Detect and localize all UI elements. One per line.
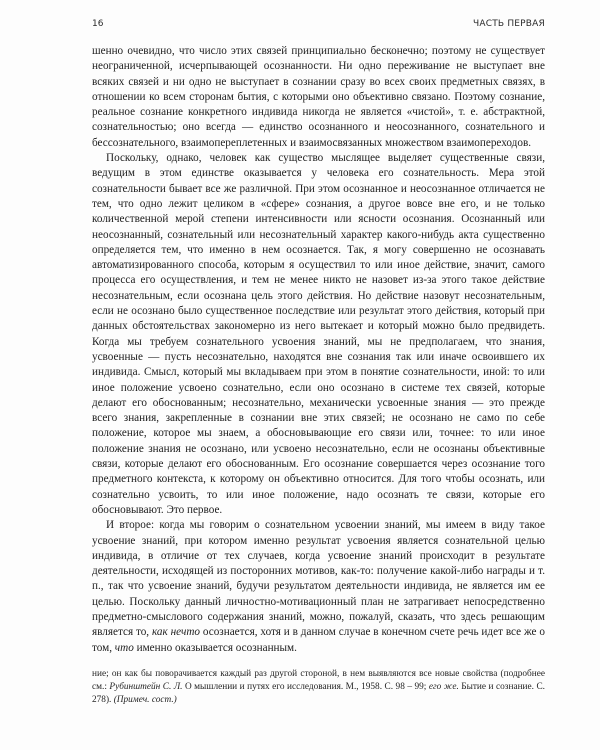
footnote-ibid: его же. xyxy=(428,682,459,693)
footnote-text-end: Бытие и сознание. С. 278). xyxy=(92,682,545,706)
footnote xyxy=(92,668,545,708)
part-title: ЧАСТЬ ПЕРВАЯ xyxy=(472,19,545,29)
main-text xyxy=(92,44,545,656)
footnote-author: Рубинштейн С. Л. xyxy=(109,682,183,693)
footnote-paragraph xyxy=(92,668,545,708)
page-number: 16 xyxy=(92,19,104,29)
paragraph-2 xyxy=(92,151,545,518)
paragraph-3-text-end: именно оказывается осознанным. xyxy=(133,641,297,654)
paragraph-2-text: Поскольку, однако, человек как существо мыслящее выделяет существенные связи, ведущим в этом единстве оказывается у человека его сознательность. Мера этой сознательности бывает все же различной. При этом осознанное и неосознанное отличается не тем, что одно лежит целиком в «сфере» сознания, а другое вовсе вне его, и не только количественной мерой степени интенсивности или ясности осознания. Осознанный или неосознанный, сознательный или несознательный характер какого-нибудь акта существенно определяется тем, что именно в нем осознается. Так, я могу совершенно не осознавать автоматизированного способа, которым я осуществил то или иное действие, значит, самого процесса его осуществления, и тем не менее никто не назовет из-за этого такое действие несознательным, если осознана цель этого действия. Но действие назовут несознательным, если не осознано было существенное последствие или результат этого действия, который при данных обстоятельствах закономерно из него вытекает и который можно было предвидеть. Когда мы требуем сознательного усвоения знаний, мы не предполагаем, что знания, усвоенные — пусть несознательно, находятся вне сознания так или иначе освоившего их индивида. Смысл, который мы вкладываем при этом в понятие сознательности, иной: то или иное положение усвоено сознательно, если оно осознано в системе тех связей, которые делают его обоснованным; несознательно, механически усвоенные знания — это прежде всего знания, закрепленные в сознании вне этих связей; не осознано не само по себе положение, которое мы знаем, а обосновывающие его связи или, точнее: то или иное положение знания не осознано, или усвоено несознательно, если не осознаны объективные связи, которые делают его обоснованным. Его осознание совершается через осознание того предметного контекста, к которому он объективно относится. Для того чтобы осознать, или сознательно усвоить, то или иное положение, надо осознать те связи, которые его обосновывают. Это первое. xyxy=(92,152,545,516)
paragraph-3-text: И второе: когда мы говорим о сознательном усвоении знаний, мы имеем в виду такое усвоение знаний, при котором именно результат усвоения является сознательной целью индивида, в отличие от тех случаев, когда усвоение знаний происходит в результате деятельности, исходящей из посторонних мотивов, как-то: получение какой-либо награды и т. п., так что усвоение знаний, будучи результатом деятельности индивида, не является им ее целью. Поскольку данный личностно-мотивационный план не затрагивает непосредственно предметно-смыслового содержания знаний, можно, пожалуй, сказать, что здесь решающим является то, xyxy=(92,519,545,639)
italic-emphasis-kak-nechto: как нечто xyxy=(151,626,200,639)
paragraph-3 xyxy=(92,518,545,656)
running-header xyxy=(92,19,545,37)
paragraph-1-text: шенно очевидно, что число этих связей принципиально бесконечно; поэтому не существует неограниченной, исчерпывающей осознанности. Ни одно переживание не выступает вне всяких связей и ни одно не выступает в сознании сразу во всех своих предметных связях, в отношении ко всем сторонам бытия, с которыми оно объективно связано. Поэтому сознание, реальное сознание конкретного индивида никогда не является «чистой», т. е. абстрактной, сознательностью; оно всегда — единство осознанного и неосознанного, сознательного и бессознательного, взаимопереплетенных и взаимосвязанных множеством взаимопереходов. xyxy=(92,45,545,149)
paragraph-1 xyxy=(92,44,545,151)
footnote-text: ние; он как бы поворачивается каждый раз другой стороной, в нем выявляются все новые свойства (подробнее см.: xyxy=(92,669,545,693)
italic-emphasis-chto: что xyxy=(114,641,134,654)
footnote-text-mid: О мышлении и путях его исследования. М., 1958. С. 98 – 99; xyxy=(182,682,429,693)
footnote-editor-note: (Примеч. сост.) xyxy=(113,695,177,706)
paragraph-3-text-mid: осознается, хотя и в данном случае в конечном счете речь идет все же о том, xyxy=(92,626,545,654)
